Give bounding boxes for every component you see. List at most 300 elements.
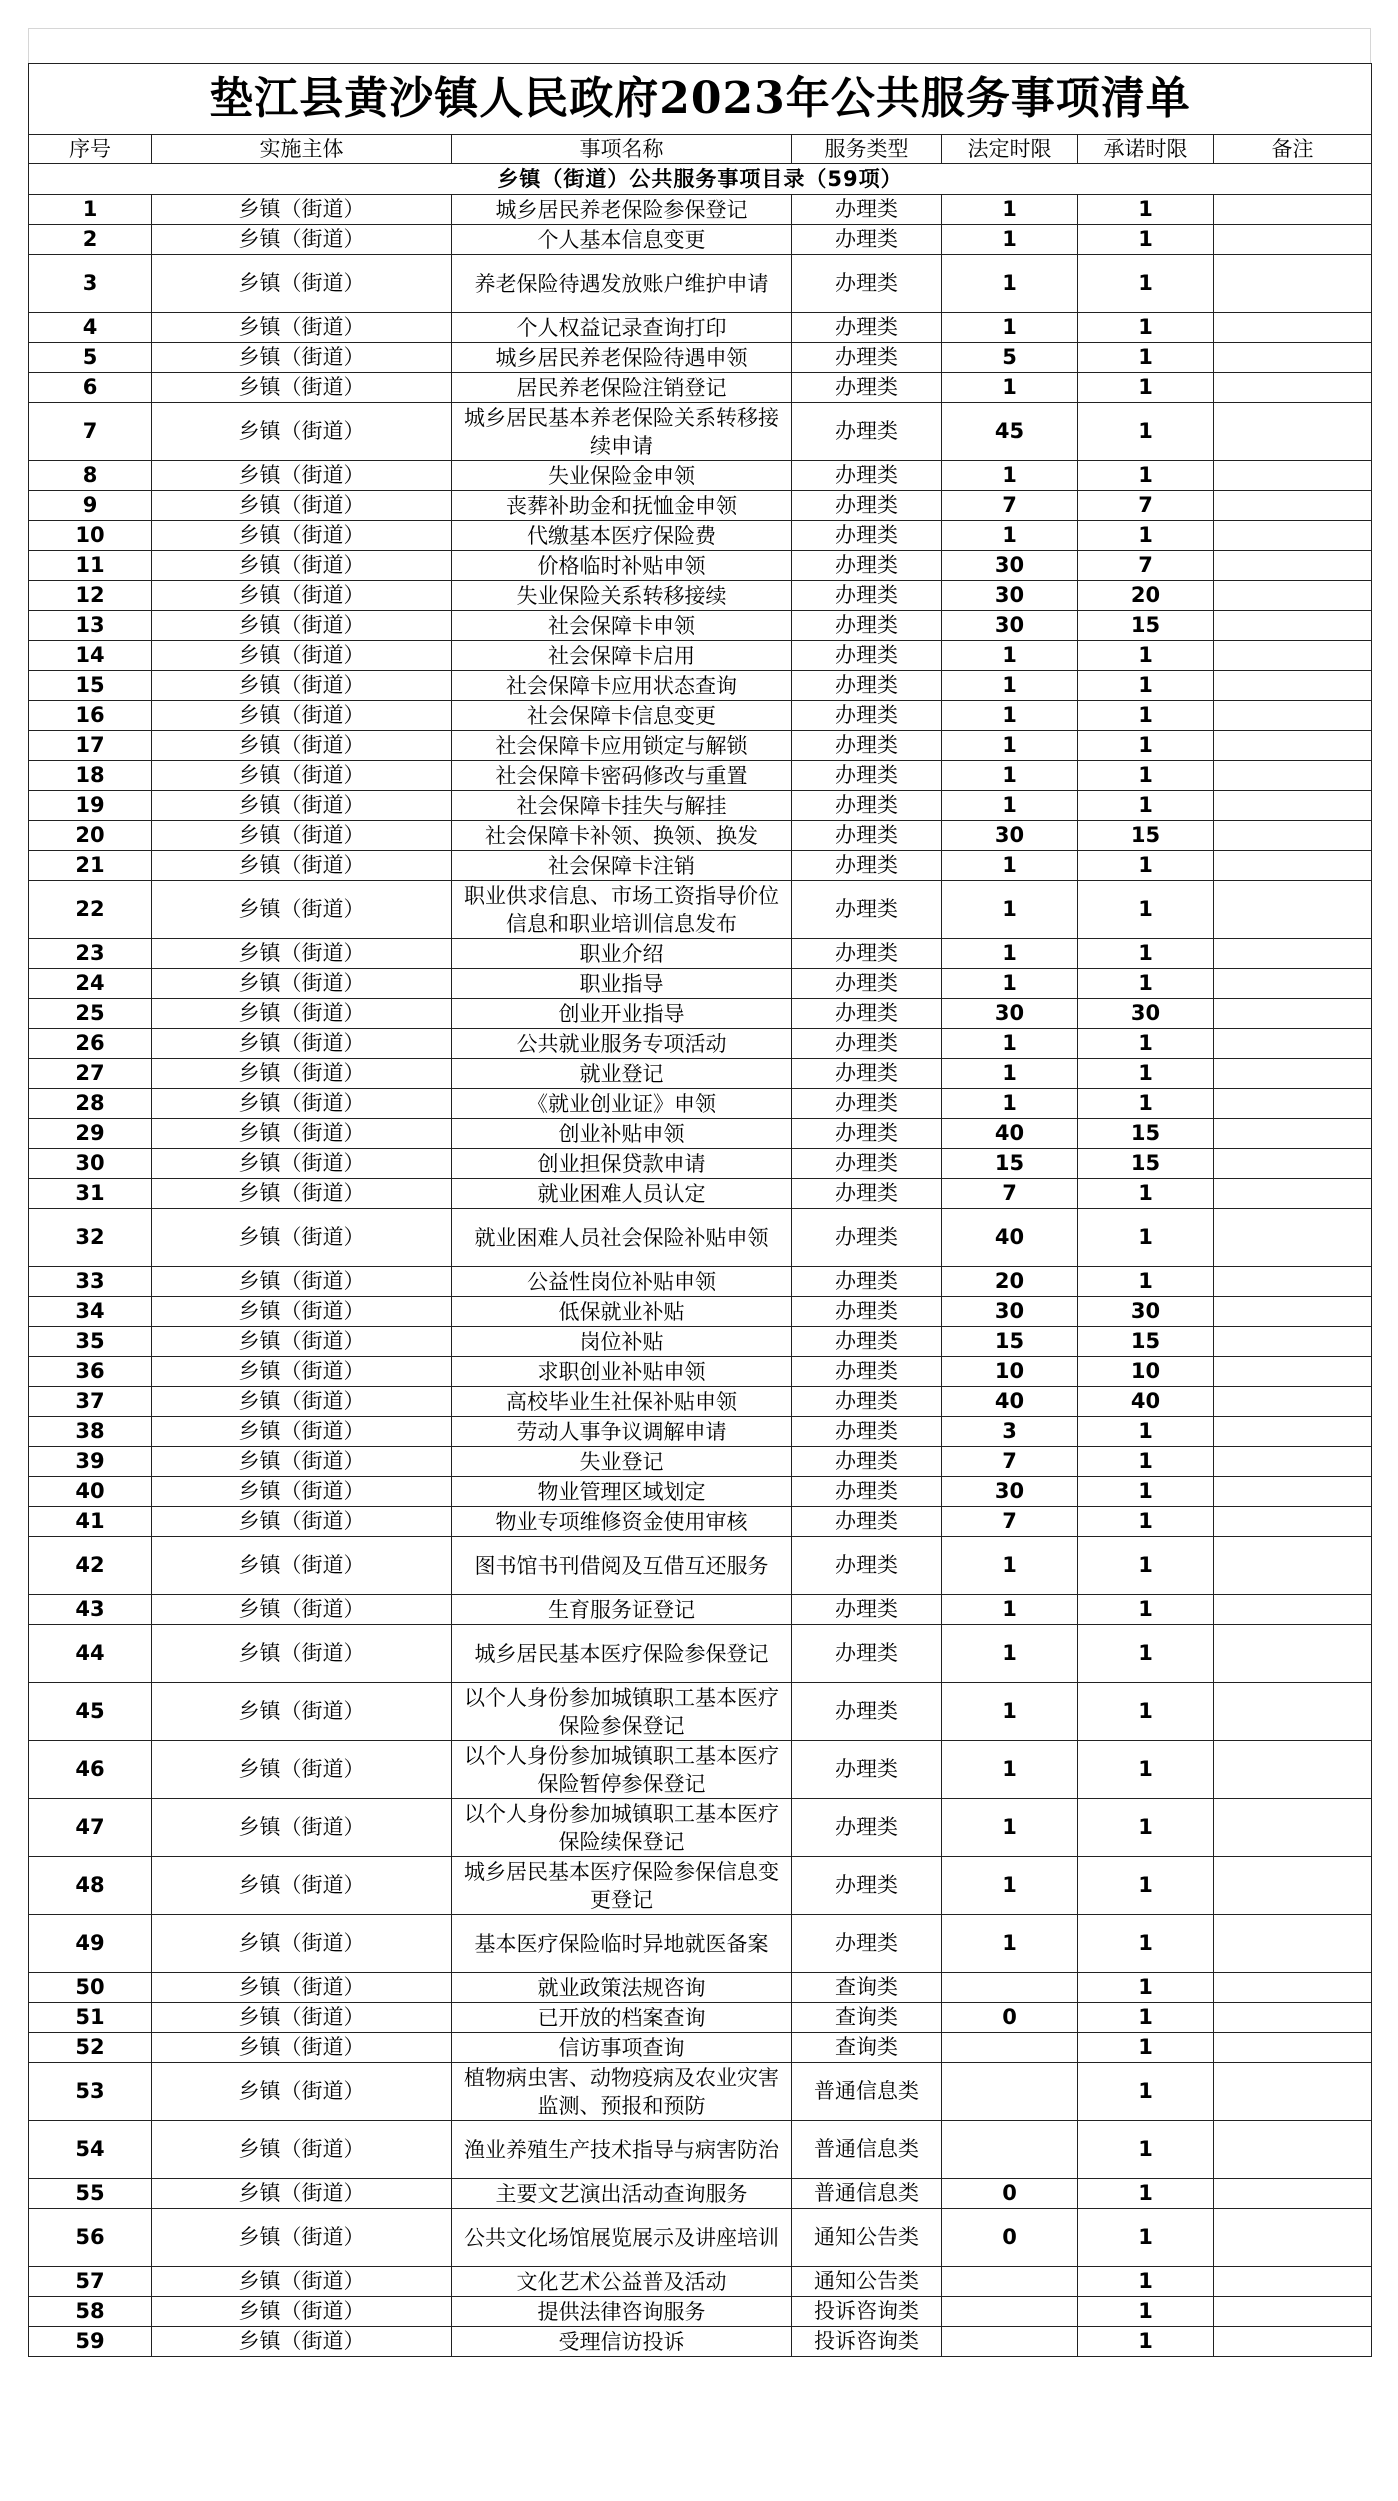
row-promise-limit: 1 — [1078, 343, 1214, 373]
row-remark — [1214, 1973, 1372, 2003]
row-legal-limit: 1 — [942, 1029, 1078, 1059]
header-type: 服务类型 — [792, 135, 942, 164]
row-subject: 乡镇（街道） — [152, 2297, 452, 2327]
row-service-type: 办理类 — [792, 551, 942, 581]
row-promise-limit: 1 — [1078, 671, 1214, 701]
row-promise-limit: 1 — [1078, 373, 1214, 403]
row-item-name: 受理信访投诉 — [452, 2327, 792, 2357]
row-item-name: 社会保障卡应用锁定与解锁 — [452, 731, 792, 761]
row-item-name: 渔业养殖生产技术指导与病害防治 — [452, 2121, 792, 2179]
row-promise-limit: 7 — [1078, 551, 1214, 581]
row-service-type: 办理类 — [792, 821, 942, 851]
row-promise-limit: 7 — [1078, 491, 1214, 521]
table-row — [29, 491, 1372, 521]
row-number: 37 — [29, 1387, 152, 1417]
table-row — [29, 1973, 1372, 2003]
row-legal-limit: 1 — [942, 1625, 1078, 1683]
row-item-name: 物业专项维修资金使用审核 — [452, 1507, 792, 1537]
row-promise-limit: 1 — [1078, 701, 1214, 731]
row-item-name: 失业保险金申领 — [452, 461, 792, 491]
row-legal-limit: 3 — [942, 1417, 1078, 1447]
row-service-type: 办理类 — [792, 1119, 942, 1149]
row-number: 48 — [29, 1857, 152, 1915]
row-legal-limit: 10 — [942, 1357, 1078, 1387]
row-promise-limit: 1 — [1078, 2063, 1214, 2121]
row-subject: 乡镇（街道） — [152, 1417, 452, 1447]
row-subject: 乡镇（街道） — [152, 461, 452, 491]
row-promise-limit: 20 — [1078, 581, 1214, 611]
row-item-name: 创业补贴申领 — [452, 1119, 792, 1149]
row-service-type: 办理类 — [792, 1179, 942, 1209]
row-number: 10 — [29, 521, 152, 551]
page-title: 垫江县黄沙镇人民政府2023年公共服务事项清单 — [29, 64, 1372, 135]
table-row — [29, 1447, 1372, 1477]
table-row — [29, 611, 1372, 641]
row-legal-limit: 7 — [942, 1507, 1078, 1537]
row-promise-limit: 10 — [1078, 1357, 1214, 1387]
row-legal-limit: 1 — [942, 851, 1078, 881]
section-row — [29, 164, 1372, 195]
row-remark — [1214, 461, 1372, 491]
row-item-name: 社会保障卡密码修改与重置 — [452, 761, 792, 791]
row-item-name: 个人权益记录查询打印 — [452, 313, 792, 343]
row-service-type: 办理类 — [792, 343, 942, 373]
row-number: 11 — [29, 551, 152, 581]
row-subject: 乡镇（街道） — [152, 1477, 452, 1507]
row-remark — [1214, 1149, 1372, 1179]
service-items-table — [28, 63, 1372, 2357]
row-promise-limit: 1 — [1078, 521, 1214, 551]
row-promise-limit: 15 — [1078, 1149, 1214, 1179]
row-remark — [1214, 1209, 1372, 1267]
row-number: 26 — [29, 1029, 152, 1059]
row-promise-limit: 1 — [1078, 969, 1214, 999]
table-row — [29, 1537, 1372, 1595]
row-service-type: 办理类 — [792, 1327, 942, 1357]
sheet-top-strip — [28, 28, 1371, 63]
row-remark — [1214, 1267, 1372, 1297]
row-remark — [1214, 2327, 1372, 2357]
row-service-type: 办理类 — [792, 1089, 942, 1119]
row-number: 47 — [29, 1799, 152, 1857]
row-promise-limit: 1 — [1078, 195, 1214, 225]
row-item-name: 居民养老保险注销登记 — [452, 373, 792, 403]
row-service-type: 办理类 — [792, 225, 942, 255]
table-row — [29, 255, 1372, 313]
row-item-name: 提供法律咨询服务 — [452, 2297, 792, 2327]
row-number: 13 — [29, 611, 152, 641]
row-remark — [1214, 2179, 1372, 2209]
row-number: 29 — [29, 1119, 152, 1149]
row-subject: 乡镇（街道） — [152, 1857, 452, 1915]
row-remark — [1214, 2297, 1372, 2327]
table-row — [29, 701, 1372, 731]
row-item-name: 城乡居民基本医疗保险参保登记 — [452, 1625, 792, 1683]
row-subject: 乡镇（街道） — [152, 551, 452, 581]
row-subject: 乡镇（街道） — [152, 1447, 452, 1477]
row-subject: 乡镇（街道） — [152, 1059, 452, 1089]
row-promise-limit: 30 — [1078, 999, 1214, 1029]
row-item-name: 信访事项查询 — [452, 2033, 792, 2063]
row-number: 21 — [29, 851, 152, 881]
table-row — [29, 999, 1372, 1029]
row-number: 56 — [29, 2209, 152, 2267]
row-subject: 乡镇（街道） — [152, 521, 452, 551]
row-service-type: 办理类 — [792, 1595, 942, 1625]
row-number: 28 — [29, 1089, 152, 1119]
row-legal-limit: 1 — [942, 969, 1078, 999]
row-remark — [1214, 1857, 1372, 1915]
table-row — [29, 2063, 1372, 2121]
row-subject: 乡镇（街道） — [152, 1297, 452, 1327]
table-row — [29, 2267, 1372, 2297]
table-row — [29, 1741, 1372, 1799]
row-legal-limit: 30 — [942, 581, 1078, 611]
row-promise-limit: 1 — [1078, 939, 1214, 969]
row-legal-limit — [942, 2327, 1078, 2357]
row-item-name: 个人基本信息变更 — [452, 225, 792, 255]
row-subject: 乡镇（街道） — [152, 2063, 452, 2121]
row-remark — [1214, 1683, 1372, 1741]
row-item-name: 图书馆书刊借阅及互借互还服务 — [452, 1537, 792, 1595]
header-subject: 实施主体 — [152, 135, 452, 164]
row-subject: 乡镇（街道） — [152, 821, 452, 851]
row-remark — [1214, 491, 1372, 521]
row-legal-limit: 1 — [942, 1799, 1078, 1857]
row-service-type: 办理类 — [792, 1625, 942, 1683]
row-legal-limit: 30 — [942, 1297, 1078, 1327]
row-legal-limit: 1 — [942, 521, 1078, 551]
row-service-type: 办理类 — [792, 1915, 942, 1973]
row-subject: 乡镇（街道） — [152, 851, 452, 881]
table-row — [29, 761, 1372, 791]
table-row — [29, 1297, 1372, 1327]
row-legal-limit: 30 — [942, 999, 1078, 1029]
row-service-type: 办理类 — [792, 255, 942, 313]
row-subject: 乡镇（街道） — [152, 969, 452, 999]
table-row — [29, 2003, 1372, 2033]
table-row — [29, 821, 1372, 851]
row-number: 50 — [29, 1973, 152, 2003]
row-service-type: 办理类 — [792, 1387, 942, 1417]
row-legal-limit: 30 — [942, 1477, 1078, 1507]
row-subject: 乡镇（街道） — [152, 671, 452, 701]
row-legal-limit: 40 — [942, 1387, 1078, 1417]
row-remark — [1214, 1179, 1372, 1209]
table-row — [29, 1357, 1372, 1387]
row-subject: 乡镇（街道） — [152, 491, 452, 521]
row-service-type: 办理类 — [792, 1477, 942, 1507]
table-row — [29, 1179, 1372, 1209]
row-item-name: 丧葬补助金和抚恤金申领 — [452, 491, 792, 521]
table-row — [29, 671, 1372, 701]
row-legal-limit: 7 — [942, 491, 1078, 521]
row-number: 3 — [29, 255, 152, 313]
row-number: 45 — [29, 1683, 152, 1741]
table-row — [29, 373, 1372, 403]
row-subject: 乡镇（街道） — [152, 255, 452, 313]
row-item-name: 劳动人事争议调解申请 — [452, 1417, 792, 1447]
row-subject: 乡镇（街道） — [152, 313, 452, 343]
row-legal-limit: 15 — [942, 1149, 1078, 1179]
row-subject: 乡镇（街道） — [152, 611, 452, 641]
row-subject: 乡镇（街道） — [152, 939, 452, 969]
row-legal-limit — [942, 2267, 1078, 2297]
row-item-name: 城乡居民养老保险参保登记 — [452, 195, 792, 225]
header-seq: 序号 — [29, 135, 152, 164]
row-remark — [1214, 821, 1372, 851]
table-row — [29, 225, 1372, 255]
row-legal-limit: 1 — [942, 225, 1078, 255]
row-item-name: 公共文化场馆展览展示及讲座培训 — [452, 2209, 792, 2267]
row-promise-limit: 1 — [1078, 255, 1214, 313]
row-item-name: 以个人身份参加城镇职工基本医疗保险暂停参保登记 — [452, 1741, 792, 1799]
table-row — [29, 1119, 1372, 1149]
row-remark — [1214, 521, 1372, 551]
row-legal-limit: 1 — [942, 373, 1078, 403]
row-remark — [1214, 731, 1372, 761]
row-service-type: 办理类 — [792, 671, 942, 701]
row-subject: 乡镇（街道） — [152, 2327, 452, 2357]
row-remark — [1214, 225, 1372, 255]
row-item-name: 城乡居民基本养老保险关系转移接续申请 — [452, 403, 792, 461]
row-subject: 乡镇（街道） — [152, 1149, 452, 1179]
row-number: 7 — [29, 403, 152, 461]
row-promise-limit: 1 — [1078, 2179, 1214, 2209]
row-item-name: 公共就业服务专项活动 — [452, 1029, 792, 1059]
row-subject: 乡镇（街道） — [152, 881, 452, 939]
row-item-name: 就业困难人员认定 — [452, 1179, 792, 1209]
row-subject: 乡镇（街道） — [152, 1267, 452, 1297]
row-legal-limit: 0 — [942, 2003, 1078, 2033]
row-number: 58 — [29, 2297, 152, 2327]
row-remark — [1214, 2267, 1372, 2297]
row-number: 36 — [29, 1357, 152, 1387]
table-row — [29, 551, 1372, 581]
row-promise-limit: 1 — [1078, 461, 1214, 491]
section-title: 乡镇（街道）公共服务事项目录（59项） — [29, 164, 1372, 195]
row-item-name: 物业管理区域划定 — [452, 1477, 792, 1507]
row-service-type: 通知公告类 — [792, 2267, 942, 2297]
row-remark — [1214, 2209, 1372, 2267]
row-item-name: 失业登记 — [452, 1447, 792, 1477]
row-legal-limit: 1 — [942, 641, 1078, 671]
row-number: 31 — [29, 1179, 152, 1209]
row-promise-limit: 15 — [1078, 821, 1214, 851]
row-remark — [1214, 1327, 1372, 1357]
table-row — [29, 641, 1372, 671]
row-item-name: 创业开业指导 — [452, 999, 792, 1029]
row-number: 32 — [29, 1209, 152, 1267]
row-subject: 乡镇（街道） — [152, 1915, 452, 1973]
row-remark — [1214, 1507, 1372, 1537]
table-row — [29, 313, 1372, 343]
row-subject: 乡镇（街道） — [152, 403, 452, 461]
row-legal-limit — [942, 1973, 1078, 2003]
row-number: 1 — [29, 195, 152, 225]
row-promise-limit: 1 — [1078, 2267, 1214, 2297]
row-remark — [1214, 701, 1372, 731]
row-subject: 乡镇（街道） — [152, 731, 452, 761]
row-promise-limit: 1 — [1078, 1537, 1214, 1595]
row-legal-limit: 0 — [942, 2209, 1078, 2267]
row-legal-limit: 40 — [942, 1209, 1078, 1267]
table-row — [29, 1089, 1372, 1119]
row-promise-limit: 1 — [1078, 1857, 1214, 1915]
header-promise-limit: 承诺时限 — [1078, 135, 1214, 164]
row-subject: 乡镇（街道） — [152, 2121, 452, 2179]
row-subject: 乡镇（街道） — [152, 641, 452, 671]
row-legal-limit: 1 — [942, 1537, 1078, 1595]
table-row — [29, 195, 1372, 225]
row-number: 53 — [29, 2063, 152, 2121]
row-remark — [1214, 1089, 1372, 1119]
row-item-name: 社会保障卡补领、换领、换发 — [452, 821, 792, 851]
row-number: 42 — [29, 1537, 152, 1595]
row-promise-limit: 1 — [1078, 1915, 1214, 1973]
row-promise-limit: 1 — [1078, 761, 1214, 791]
row-subject: 乡镇（街道） — [152, 2003, 452, 2033]
row-item-name: 就业困难人员社会保险补贴申领 — [452, 1209, 792, 1267]
row-promise-limit: 1 — [1078, 851, 1214, 881]
row-number: 12 — [29, 581, 152, 611]
row-item-name: 以个人身份参加城镇职工基本医疗保险参保登记 — [452, 1683, 792, 1741]
row-service-type: 办理类 — [792, 1417, 942, 1447]
row-promise-limit: 1 — [1078, 1447, 1214, 1477]
row-number: 54 — [29, 2121, 152, 2179]
row-number: 16 — [29, 701, 152, 731]
row-item-name: 岗位补贴 — [452, 1327, 792, 1357]
row-service-type: 办理类 — [792, 1357, 942, 1387]
row-service-type: 查询类 — [792, 2033, 942, 2063]
row-subject: 乡镇（街道） — [152, 1387, 452, 1417]
row-remark — [1214, 581, 1372, 611]
row-subject: 乡镇（街道） — [152, 1595, 452, 1625]
row-number: 44 — [29, 1625, 152, 1683]
row-item-name: 基本医疗保险临时异地就医备案 — [452, 1915, 792, 1973]
row-service-type: 办理类 — [792, 1059, 942, 1089]
row-item-name: 低保就业补贴 — [452, 1297, 792, 1327]
row-promise-limit: 15 — [1078, 1119, 1214, 1149]
row-remark — [1214, 2033, 1372, 2063]
table-row — [29, 1595, 1372, 1625]
row-promise-limit: 1 — [1078, 791, 1214, 821]
table-row — [29, 1209, 1372, 1267]
row-item-name: 养老保险待遇发放账户维护申请 — [452, 255, 792, 313]
table-row — [29, 403, 1372, 461]
row-item-name: 城乡居民养老保险待遇申领 — [452, 343, 792, 373]
row-number: 2 — [29, 225, 152, 255]
row-service-type: 办理类 — [792, 731, 942, 761]
table-row — [29, 1507, 1372, 1537]
row-service-type: 普通信息类 — [792, 2179, 942, 2209]
row-subject: 乡镇（街道） — [152, 1029, 452, 1059]
row-service-type: 查询类 — [792, 1973, 942, 2003]
header-item: 事项名称 — [452, 135, 792, 164]
row-subject: 乡镇（街道） — [152, 2267, 452, 2297]
row-service-type: 办理类 — [792, 581, 942, 611]
row-service-type: 办理类 — [792, 195, 942, 225]
row-remark — [1214, 1447, 1372, 1477]
table-row — [29, 1477, 1372, 1507]
row-promise-limit: 1 — [1078, 641, 1214, 671]
row-number: 57 — [29, 2267, 152, 2297]
row-subject: 乡镇（街道） — [152, 1799, 452, 1857]
row-service-type: 办理类 — [792, 881, 942, 939]
row-promise-limit: 1 — [1078, 225, 1214, 255]
row-subject: 乡镇（街道） — [152, 1357, 452, 1387]
row-promise-limit: 1 — [1078, 1477, 1214, 1507]
row-number: 52 — [29, 2033, 152, 2063]
row-number: 33 — [29, 1267, 152, 1297]
row-legal-limit: 5 — [942, 343, 1078, 373]
row-service-type: 办理类 — [792, 1537, 942, 1595]
row-remark — [1214, 2121, 1372, 2179]
row-remark — [1214, 2063, 1372, 2121]
table-row — [29, 731, 1372, 761]
row-promise-limit: 1 — [1078, 2003, 1214, 2033]
row-item-name: 公益性岗位补贴申领 — [452, 1267, 792, 1297]
row-legal-limit: 1 — [942, 1059, 1078, 1089]
row-legal-limit: 1 — [942, 1683, 1078, 1741]
row-service-type: 通知公告类 — [792, 2209, 942, 2267]
row-subject: 乡镇（街道） — [152, 761, 452, 791]
row-promise-limit: 1 — [1078, 1507, 1214, 1537]
row-remark — [1214, 551, 1372, 581]
row-promise-limit: 40 — [1078, 1387, 1214, 1417]
row-item-name: 职业指导 — [452, 969, 792, 999]
row-promise-limit: 1 — [1078, 1059, 1214, 1089]
row-promise-limit: 1 — [1078, 2209, 1214, 2267]
row-legal-limit: 1 — [942, 255, 1078, 313]
row-service-type: 投诉咨询类 — [792, 2327, 942, 2357]
row-service-type: 办理类 — [792, 999, 942, 1029]
row-remark — [1214, 761, 1372, 791]
row-service-type: 办理类 — [792, 491, 942, 521]
row-item-name: 社会保障卡注销 — [452, 851, 792, 881]
row-legal-limit — [942, 2033, 1078, 2063]
table-row — [29, 2033, 1372, 2063]
row-promise-limit: 1 — [1078, 2033, 1214, 2063]
row-remark — [1214, 1119, 1372, 1149]
row-subject: 乡镇（街道） — [152, 701, 452, 731]
row-subject: 乡镇（街道） — [152, 791, 452, 821]
row-subject: 乡镇（街道） — [152, 999, 452, 1029]
row-legal-limit: 1 — [942, 1089, 1078, 1119]
row-promise-limit: 1 — [1078, 1267, 1214, 1297]
row-remark — [1214, 195, 1372, 225]
header-remark: 备注 — [1214, 135, 1372, 164]
row-number: 27 — [29, 1059, 152, 1089]
row-promise-limit: 1 — [1078, 1595, 1214, 1625]
table-row — [29, 2121, 1372, 2179]
table-row — [29, 939, 1372, 969]
row-item-name: 以个人身份参加城镇职工基本医疗保险续保登记 — [452, 1799, 792, 1857]
table-row — [29, 1417, 1372, 1447]
header-legal-limit: 法定时限 — [942, 135, 1078, 164]
table-row — [29, 461, 1372, 491]
row-service-type: 办理类 — [792, 313, 942, 343]
row-item-name: 已开放的档案查询 — [452, 2003, 792, 2033]
row-number: 22 — [29, 881, 152, 939]
row-item-name: 城乡居民基本医疗保险参保信息变更登记 — [452, 1857, 792, 1915]
row-subject: 乡镇（街道） — [152, 2179, 452, 2209]
row-promise-limit: 1 — [1078, 2297, 1214, 2327]
row-remark — [1214, 1477, 1372, 1507]
row-service-type: 办理类 — [792, 969, 942, 999]
row-legal-limit: 1 — [942, 939, 1078, 969]
row-item-name: 职业介绍 — [452, 939, 792, 969]
